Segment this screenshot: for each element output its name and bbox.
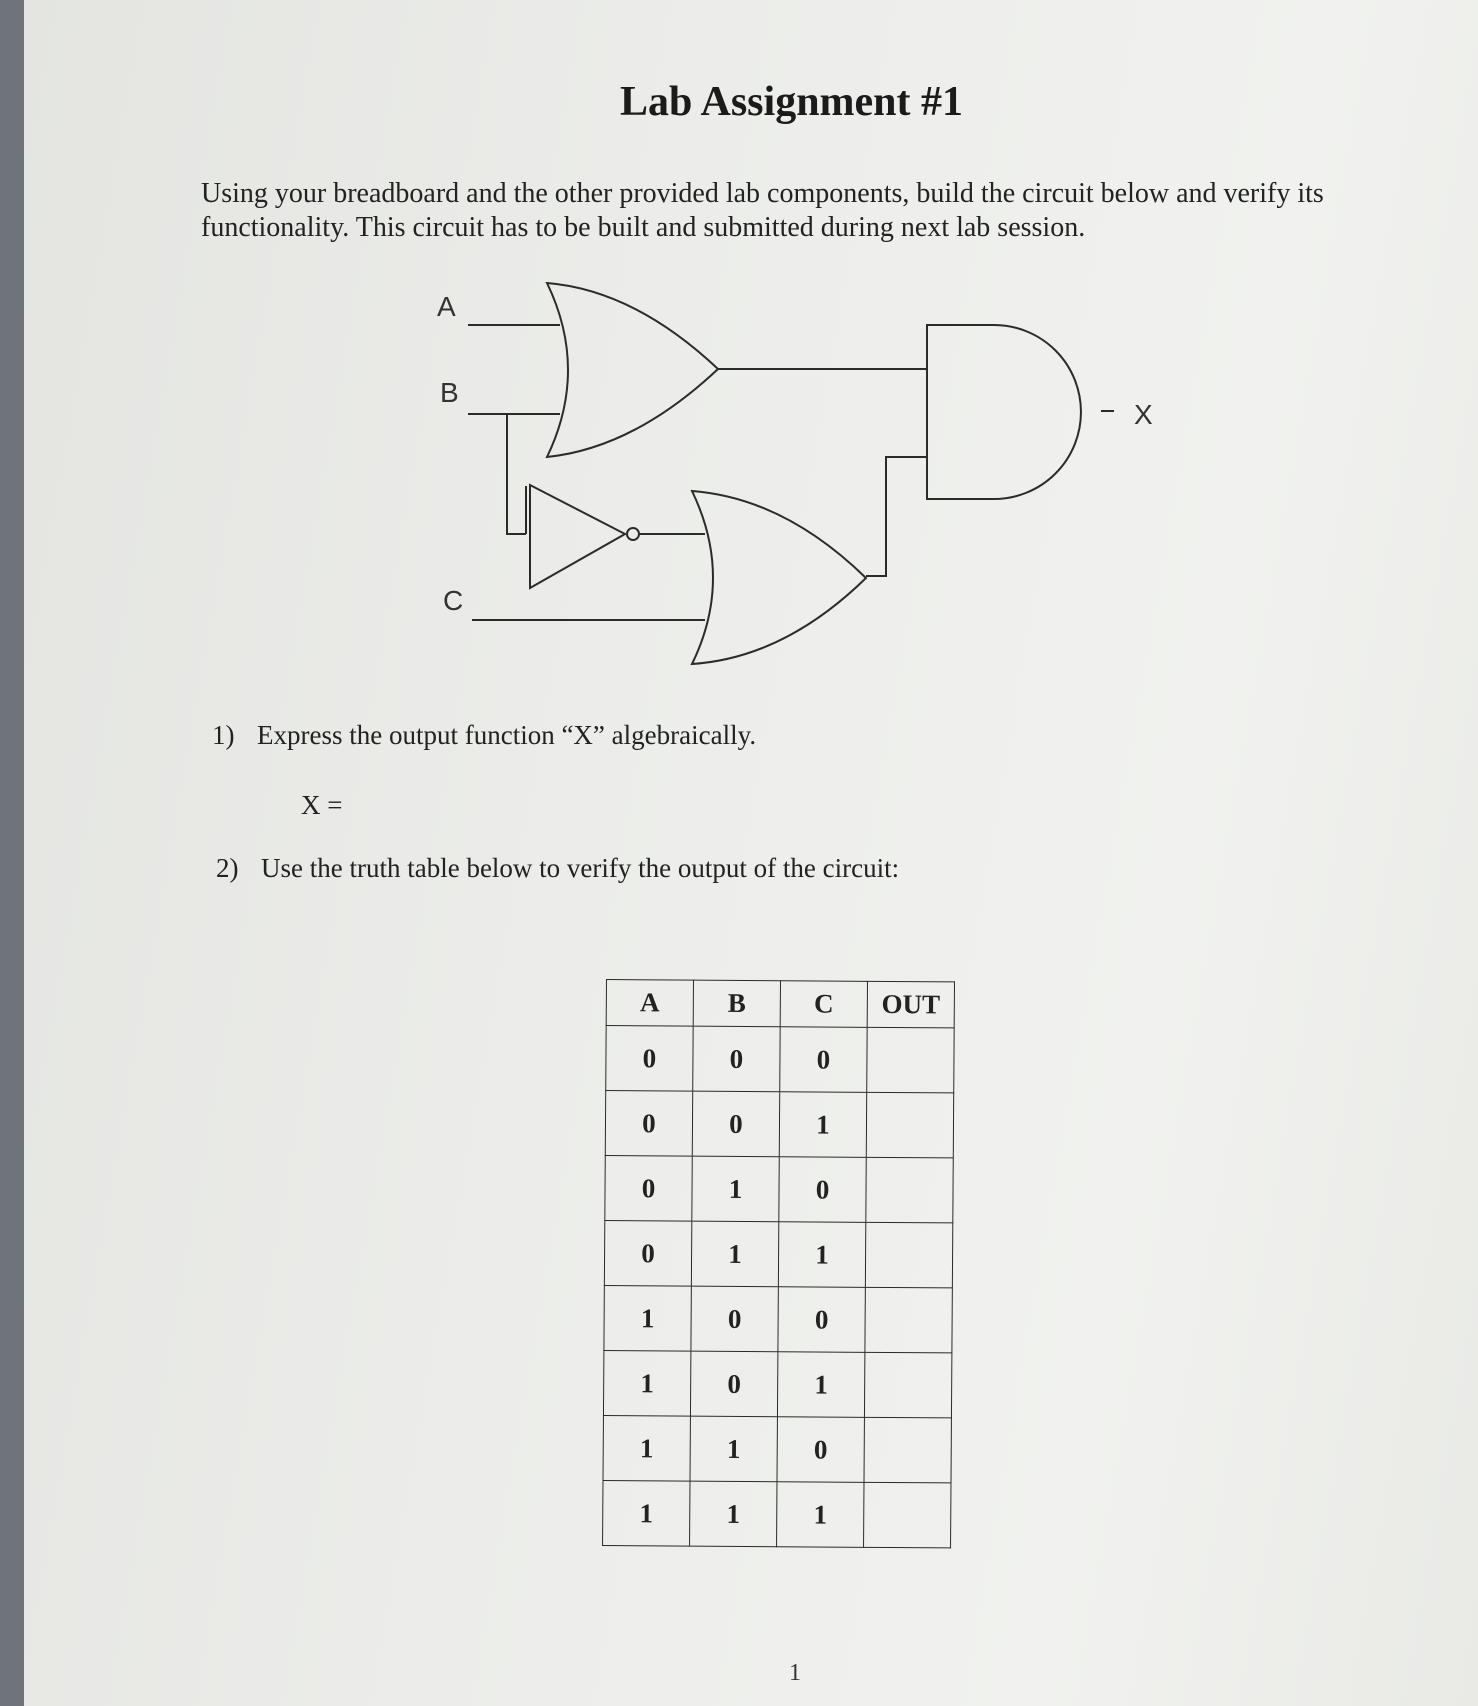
cell-b: 1 xyxy=(691,1221,778,1287)
intro-paragraph: Using your breadboard and the other provided lab components, build the circuit below and verify its functionality. This circuit has to be built and submitted during next lab session. xyxy=(201,178,1324,243)
input-label-b: B xyxy=(440,377,459,408)
table-row xyxy=(603,1350,951,1417)
cell-c: 0 xyxy=(780,1027,867,1093)
and-gate xyxy=(927,325,1081,499)
truth-table xyxy=(602,979,955,1548)
question-2-text: Use the truth table below to verify the output of the circuit: xyxy=(261,853,900,883)
cell-out[interactable] xyxy=(866,1092,953,1158)
cell-out[interactable] xyxy=(864,1482,951,1548)
or-gate-1 xyxy=(547,283,718,457)
cell-out[interactable] xyxy=(867,1027,954,1093)
cell-out[interactable] xyxy=(864,1417,951,1483)
cell-a: 0 xyxy=(606,1026,693,1092)
table-row xyxy=(604,1220,952,1287)
cell-b: 1 xyxy=(690,1416,777,1482)
cell-a: 0 xyxy=(605,1091,692,1157)
table-row xyxy=(603,1415,951,1482)
question-2-number: 2) xyxy=(216,853,239,883)
table-row xyxy=(604,1285,952,1352)
output-label-x: X xyxy=(1134,399,1153,430)
cell-c: 0 xyxy=(777,1417,864,1483)
cell-b: 0 xyxy=(690,1351,777,1417)
cell-a: 0 xyxy=(604,1220,691,1286)
or-gate-2 xyxy=(692,491,866,664)
cell-out[interactable] xyxy=(864,1352,951,1418)
cell-b: 0 xyxy=(693,1026,780,1092)
answer-x-equals: X = xyxy=(301,790,343,820)
cell-c: 1 xyxy=(777,1482,864,1548)
cell-out[interactable] xyxy=(865,1222,952,1288)
header-out: OUT xyxy=(867,981,954,1028)
logic-circuit-diagram xyxy=(24,0,1478,700)
cell-c: 1 xyxy=(779,1092,866,1158)
cell-b: 1 xyxy=(692,1156,779,1222)
cell-a: 1 xyxy=(603,1415,690,1481)
cell-b: 1 xyxy=(690,1481,777,1547)
input-label-c: C xyxy=(443,585,464,616)
page-number: 1 xyxy=(789,1660,801,1686)
input-label-a: A xyxy=(437,291,456,322)
cell-b: 0 xyxy=(692,1091,779,1157)
cell-out[interactable] xyxy=(866,1157,953,1223)
cell-out[interactable] xyxy=(865,1287,952,1353)
question-2 xyxy=(216,853,899,884)
cell-c: 0 xyxy=(778,1287,865,1353)
table-row xyxy=(605,1091,953,1158)
header-a: A xyxy=(606,980,693,1027)
cell-c: 1 xyxy=(778,1222,865,1288)
question-1 xyxy=(212,720,756,751)
cell-a: 1 xyxy=(603,1480,690,1546)
header-b: B xyxy=(693,980,780,1027)
header-c: C xyxy=(780,981,867,1028)
question-1-number: 1) xyxy=(212,720,235,750)
truth-table-header-row xyxy=(606,980,954,1028)
wire-b-to-not xyxy=(507,414,526,534)
table-row xyxy=(605,1155,953,1222)
cell-c: 0 xyxy=(779,1157,866,1223)
not-gate xyxy=(530,485,625,588)
cell-a: 0 xyxy=(605,1155,692,1221)
cell-b: 0 xyxy=(691,1286,778,1352)
page-title: Lab Assignment #1 xyxy=(619,79,964,125)
not-gate-bubble xyxy=(627,528,639,540)
document-page xyxy=(24,0,1478,1706)
table-row xyxy=(603,1480,951,1547)
cell-a: 1 xyxy=(603,1350,690,1416)
wire-or2-to-and xyxy=(866,457,927,576)
question-1-text: Express the output function “X” algebraically. xyxy=(257,720,757,750)
cell-c: 1 xyxy=(777,1352,864,1418)
table-row xyxy=(606,1026,954,1093)
cell-a: 1 xyxy=(604,1285,691,1351)
